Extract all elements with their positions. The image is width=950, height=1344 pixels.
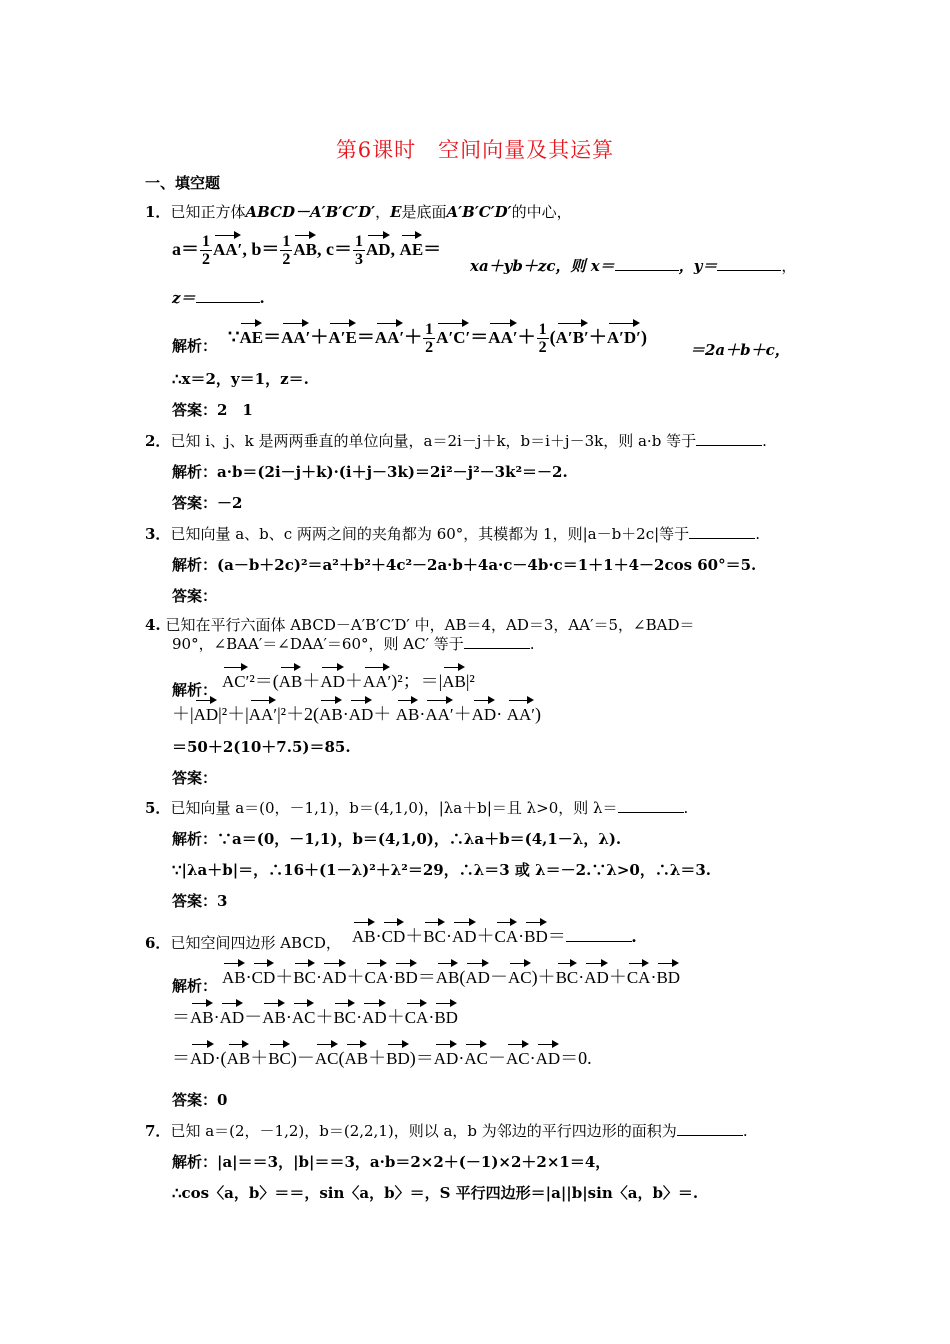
q1-z: z＝ . xyxy=(172,289,265,307)
answer-blank xyxy=(615,256,679,271)
q3-analysis: 解析：(a－b＋2c)²＝a²＋b²＋4c²－2a·b＋4a·c－4b·c＝1＋1＋4－2cos 60°＝5. xyxy=(172,556,757,574)
q1-analysis-formula: ∵AE＝AA′＋A′E＝AA′＋ $\frac{1}{2}$ A′C′＝AA′＋ $\frac{1}{2}$ (A′B′＋A′D′) xyxy=(228,321,647,357)
q2-answer: 答案：－2 xyxy=(172,494,243,512)
q2-analysis: 解析：a·b＝(2i－j＋k)·(i＋j－3k)＝2i²－j²－3k²＝－2. xyxy=(172,463,568,481)
q3-answer: 答案： xyxy=(172,587,218,605)
q1-analysis-tail: ＝2a＋b＋c， xyxy=(690,341,790,359)
q6-analysis-formula-1: AB·CD＋BC·AD＋CA·BD＝AB(AD－AC)＋BC·AD＋CA·BD xyxy=(222,960,680,989)
question-4-line2: 90°，∠BAA′＝∠DAA′＝60°，则 AC′ 等于 . xyxy=(172,635,535,653)
q6-analysis-label: 解析： xyxy=(172,977,218,995)
answer-blank xyxy=(464,634,530,649)
answer-blank xyxy=(717,256,781,271)
answer-blank xyxy=(689,524,755,539)
q6-question-formula: AB·CD＋BC·AD＋CA·BD＝ . xyxy=(352,919,636,948)
question-2: 2．已知 i、j、k 是两两垂直的单位向量，a＝2i－j＋k，b＝i＋j－3k，则 a·b 等于 . xyxy=(145,432,767,450)
q1-answer: 答案：2 1 xyxy=(172,401,253,419)
q5-analysis: 解析：∵a＝(0，－1,1)，b＝(4,1,0)，∴λa＋b＝(4,1－λ，λ). xyxy=(172,830,622,848)
q4-analysis-label: 解析： xyxy=(172,681,218,699)
q7-analysis: 解析：|a|＝＝3，|b|＝＝3，a·b＝2×2＋(－1)×2＋2×1＝4， xyxy=(172,1153,611,1171)
section-heading: 一、填空题 xyxy=(145,174,221,192)
q5-analysis-line2: ∵|λa＋b|＝，∴16＋(1－λ)²＋λ²＝29，∴λ＝3 或 λ＝－2.∵λ>0，∴λ＝3. xyxy=(172,861,712,879)
q1-vector-definitions: a＝ $\frac{1}{2}$ AA′, b＝ $\frac{1}{2}$ AB, c＝ $\frac{1}{3}$ AD, AE＝ xyxy=(172,233,442,269)
question-7: 7．已知 a＝(2，－1,2)，b＝(2,2,1)，则以 a，b 为邻边的平行四边形的面积为 . xyxy=(145,1122,748,1140)
answer-blank xyxy=(566,927,632,942)
question-4: 4. 已知在平行六面体 ABCD－A′B′C′D′ 中，AB＝4，AD＝3，AA′＝5，∠BAD＝ xyxy=(145,616,695,634)
q6-analysis-formula-2: ＝AB·AD－AB·AC＋BC·AD＋CA·BD xyxy=(172,1000,458,1029)
q4-answer: 答案： xyxy=(172,769,218,787)
q4-analysis-result: ＝50＋2(10＋7.5)＝85. xyxy=(172,738,351,756)
q4-analysis-formula-2: ＋|AD|²＋|AA′|²＋2(AB·AD＋ AB·AA′＋AD· AA′) xyxy=(172,697,541,726)
question-6: 6．已知空间四边形 ABCD， xyxy=(145,934,341,952)
q5-answer: 答案：3 xyxy=(172,892,228,910)
question-1: 1．已知正方体ABCD－A′B′C′D′，E是底面A′B′C′D′的中心， xyxy=(145,203,572,221)
q1-analysis-result: ∴x＝2，y＝1，z＝. xyxy=(172,370,309,388)
answer-blank xyxy=(196,288,260,303)
answer-blank xyxy=(618,798,684,813)
q1-line2-tail: xa＋yb＋zc，则 x＝ ，y＝ ， xyxy=(470,257,797,275)
question-3: 3．已知向量 a、b、c 两两之间的夹角都为 60°，其模都为 1，则|a－b＋2c|等于 . xyxy=(145,525,760,543)
answer-blank xyxy=(696,431,762,446)
answer-blank xyxy=(677,1121,743,1136)
q1-analysis-label: 解析： xyxy=(172,337,218,355)
q6-answer: 答案：0 xyxy=(172,1091,228,1109)
question-5: 5．已知向量 a＝(0，－1,1)，b＝(4,1,0)，|λa＋b|＝且 λ>0，则 λ＝ . xyxy=(145,799,689,817)
q7-analysis-line2: ∴cos〈a，b〉＝＝，sin〈a，b〉＝，S 平行四边形＝|a||b|sin〈a，b〉＝. xyxy=(172,1184,699,1202)
page-title: 第6课时 空间向量及其运算 xyxy=(335,138,615,162)
q4-analysis-formula-1: AC′²＝(AB＋AD＋AA′)²；＝|AB|² xyxy=(222,664,475,693)
q6-analysis-formula-3: ＝AD·(AB＋BC)－AC(AB＋BD)＝AD·AC－AC·AD＝0. xyxy=(172,1041,592,1070)
